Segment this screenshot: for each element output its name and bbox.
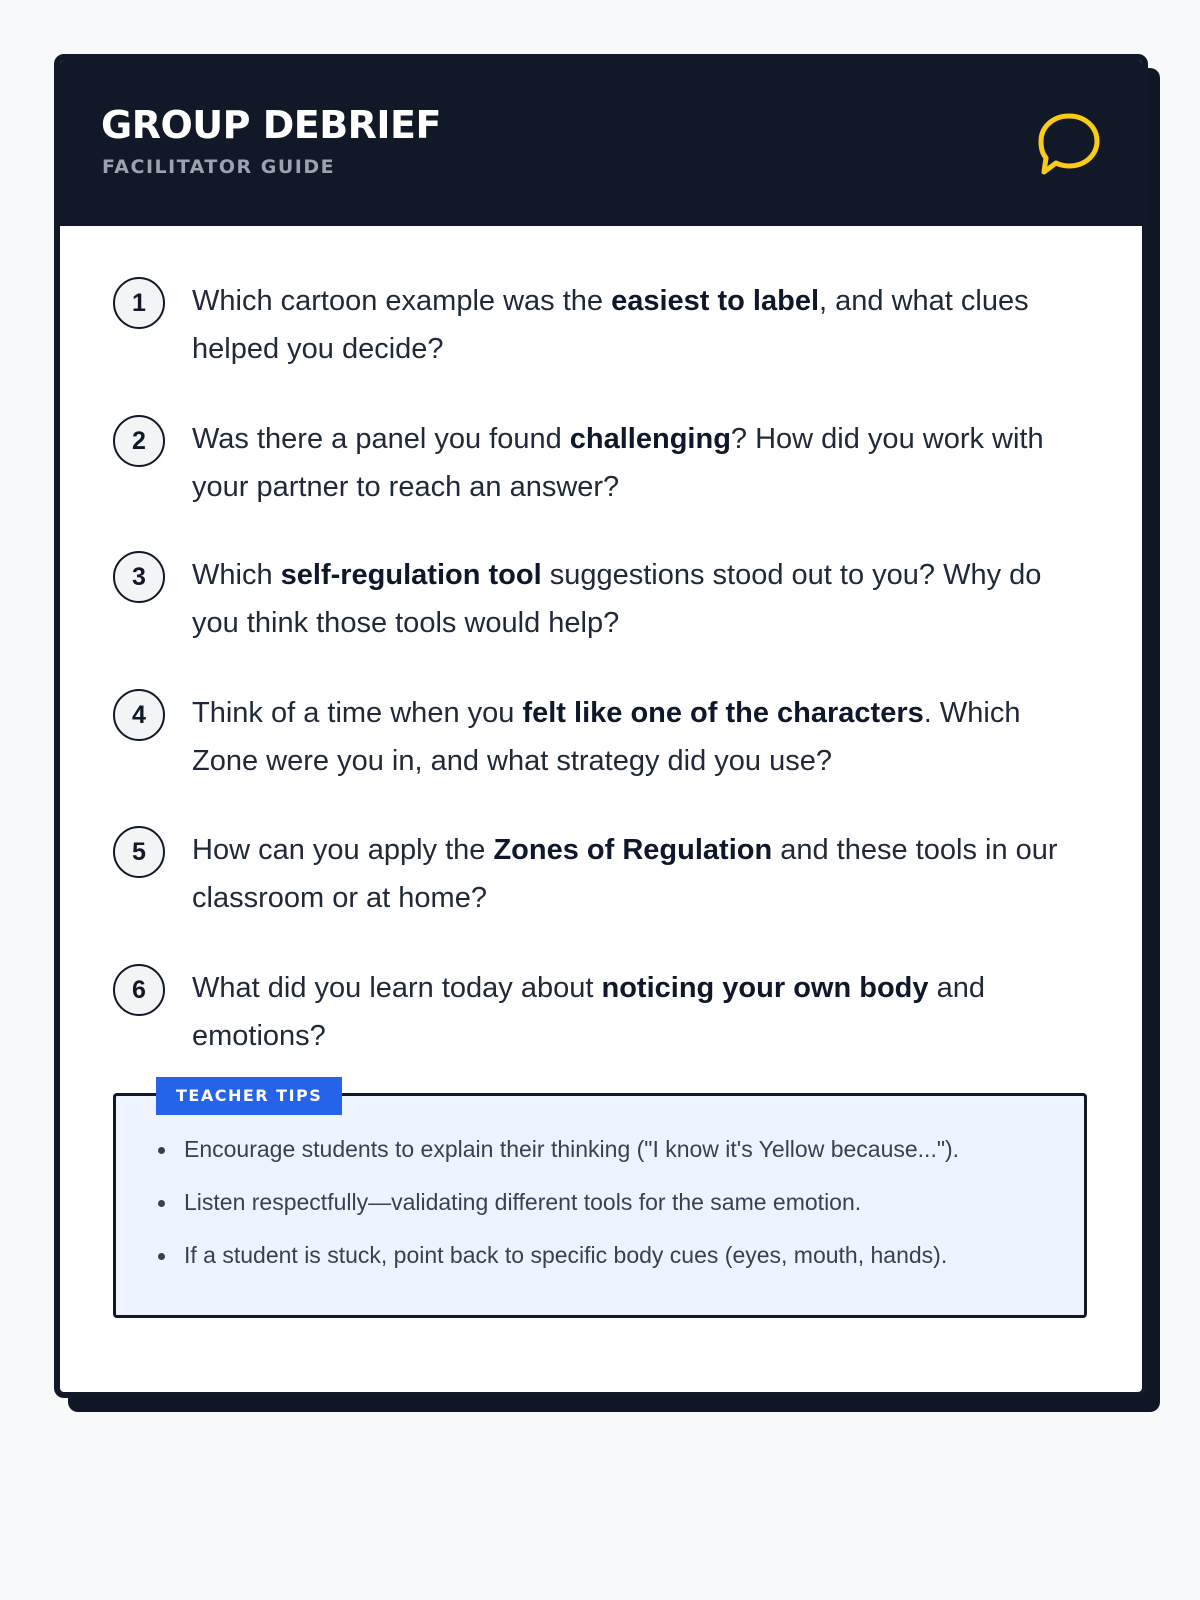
debrief-card [54, 54, 1148, 1398]
question-number: 4 [113, 689, 165, 741]
question-text: What did you learn today about noticing your own body and emotions? [192, 972, 985, 1052]
card-header [60, 60, 1142, 226]
question-number: 5 [113, 826, 165, 878]
question-text: Think of a time when you felt like one of the characters. Which Zone were you in, and what strategy did you use? [192, 697, 1021, 777]
teacher-tips-box [113, 1086, 1087, 1318]
page-subtitle: FACILITATOR GUIDE [102, 156, 336, 178]
question-text: Which cartoon example was the easiest to label, and what clues helped you decide? [192, 285, 1029, 365]
teacher-tips-label: TEACHER TIPS [156, 1077, 342, 1115]
question-number: 3 [113, 551, 165, 603]
question-text: Which self-regulation tool suggestions stood out to you? Why do you think those tools would help? [192, 559, 1042, 639]
tip-item: Listen respectfully—validating different tools for the same emotion. [156, 1187, 1056, 1217]
question-text: Was there a panel you found challenging? How did you work with your partner to reach an answer? [192, 423, 1044, 503]
tips-list [156, 1134, 1056, 1293]
page-title: GROUP DEBRIEF [101, 103, 441, 147]
tip-item: Encourage students to explain their thinking ("I know it's Yellow because..."). [156, 1134, 1056, 1164]
question-number: 2 [113, 415, 165, 467]
question-number: 6 [113, 964, 165, 1016]
tip-item: If a student is stuck, point back to specific body cues (eyes, mouth, hands). [156, 1240, 1056, 1270]
question-number: 1 [113, 277, 165, 329]
chat-bubble-icon [1035, 110, 1103, 178]
question-text: How can you apply the Zones of Regulation and these tools in our classroom or at home? [192, 834, 1058, 914]
